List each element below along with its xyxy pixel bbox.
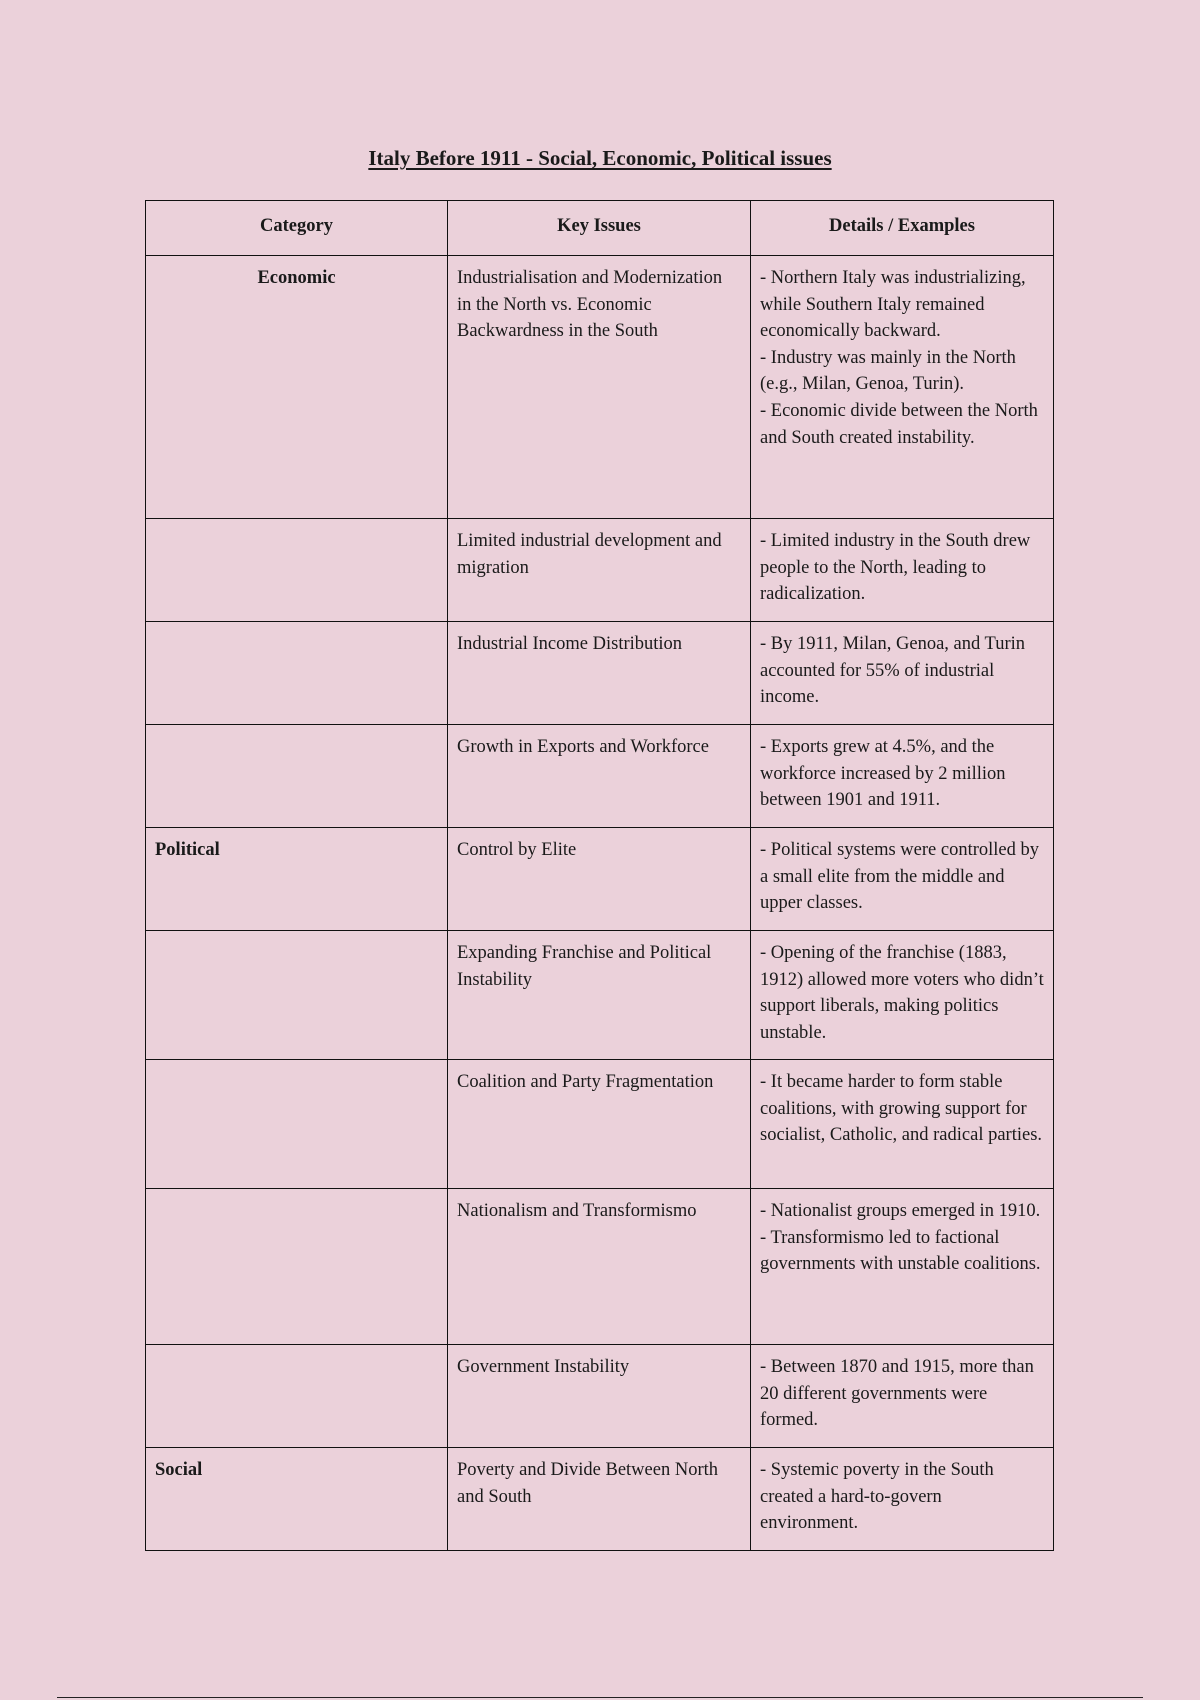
table-row xyxy=(146,828,1054,931)
detail-line: - Economic divide between the North and South created instability. xyxy=(760,400,1038,448)
category-cell xyxy=(146,1345,448,1448)
details-cell xyxy=(751,1448,1054,1551)
details-cell xyxy=(751,725,1054,828)
details-cell xyxy=(751,256,1054,519)
category-cell xyxy=(146,519,448,622)
detail-line: - Industry was mainly in the North (e.g., Milan, Genoa, Turin). xyxy=(760,347,1016,395)
details-cell xyxy=(751,1345,1054,1448)
key-issue-cell: Growth in Exports and Workforce xyxy=(448,725,751,828)
detail-line: - Political systems were controlled by a small elite from the middle and upper classes. xyxy=(760,840,1039,914)
page-bottom-rule xyxy=(57,1697,1143,1698)
detail-line: - Opening of the franchise (1883, 1912) allowed more voters who didn’t support liberals, making politics unstable. xyxy=(760,943,1044,1043)
details-cell xyxy=(751,931,1054,1060)
details-cell xyxy=(751,828,1054,931)
detail-line: - Limited industry in the South drew people to the North, leading to radicalization. xyxy=(760,531,1031,605)
issues-table xyxy=(145,200,1054,1551)
table-row xyxy=(146,931,1054,1060)
header-details: Details / Examples xyxy=(751,201,1054,256)
detail-line: - Northern Italy was industrializing, while Southern Italy remained economically backward. xyxy=(760,268,1026,342)
category-cell xyxy=(146,1060,448,1189)
header-key-issues: Key Issues xyxy=(448,201,751,256)
details-cell xyxy=(751,622,1054,725)
detail-line: - By 1911, Milan, Genoa, and Turin accounted for 55% of industrial income. xyxy=(760,634,1025,708)
details-cell xyxy=(751,1189,1054,1345)
table-row xyxy=(146,1448,1054,1551)
category-cell xyxy=(146,622,448,725)
category-cell: Economic xyxy=(146,256,448,519)
category-cell: Social xyxy=(146,1448,448,1551)
category-cell: Political xyxy=(146,828,448,931)
key-issue-cell: Limited industrial development and migration xyxy=(448,519,751,622)
table-row xyxy=(146,1060,1054,1189)
key-issue-cell: Industrial Income Distribution xyxy=(448,622,751,725)
detail-line: - Transformismo led to factional governments with unstable coalitions. xyxy=(760,1227,1041,1275)
key-issue-cell: Expanding Franchise and Political Instability xyxy=(448,931,751,1060)
detail-line: - Nationalist groups emerged in 1910. xyxy=(760,1201,1041,1221)
table-row xyxy=(146,725,1054,828)
category-cell xyxy=(146,1189,448,1345)
key-issue-cell: Nationalism and Transformismo xyxy=(448,1189,751,1345)
details-cell xyxy=(751,1060,1054,1189)
table-row xyxy=(146,1345,1054,1448)
key-issue-cell: Poverty and Divide Between North and South xyxy=(448,1448,751,1551)
document-title xyxy=(0,144,1200,172)
detail-line: - Systemic poverty in the South created a hard-to-govern environment. xyxy=(760,1460,994,1534)
key-issue-cell: Coalition and Party Fragmentation xyxy=(448,1060,751,1189)
detail-line: - Between 1870 and 1915, more than 20 different governments were formed. xyxy=(760,1357,1034,1431)
detail-line: - Exports grew at 4.5%, and the workforce increased by 2 million between 1901 and 1911. xyxy=(760,737,1006,811)
key-issue-cell: Government Instability xyxy=(448,1345,751,1448)
detail-line: - It became harder to form stable coalitions, with growing support for socialist, Catholic, and radical parties. xyxy=(760,1072,1043,1146)
key-issue-cell: Control by Elite xyxy=(448,828,751,931)
header-category: Category xyxy=(146,201,448,256)
table-row xyxy=(146,1189,1054,1345)
document-title-text: Italy Before 1911 - Social, Economic, Political issues xyxy=(368,146,832,170)
table-header-row xyxy=(146,201,1054,256)
table-row xyxy=(146,256,1054,519)
table-row xyxy=(146,622,1054,725)
category-cell xyxy=(146,931,448,1060)
table-row xyxy=(146,519,1054,622)
key-issue-cell: Industrialisation and Modernization in the North vs. Economic Backwardness in the South xyxy=(448,256,751,519)
category-cell xyxy=(146,725,448,828)
details-cell xyxy=(751,519,1054,622)
